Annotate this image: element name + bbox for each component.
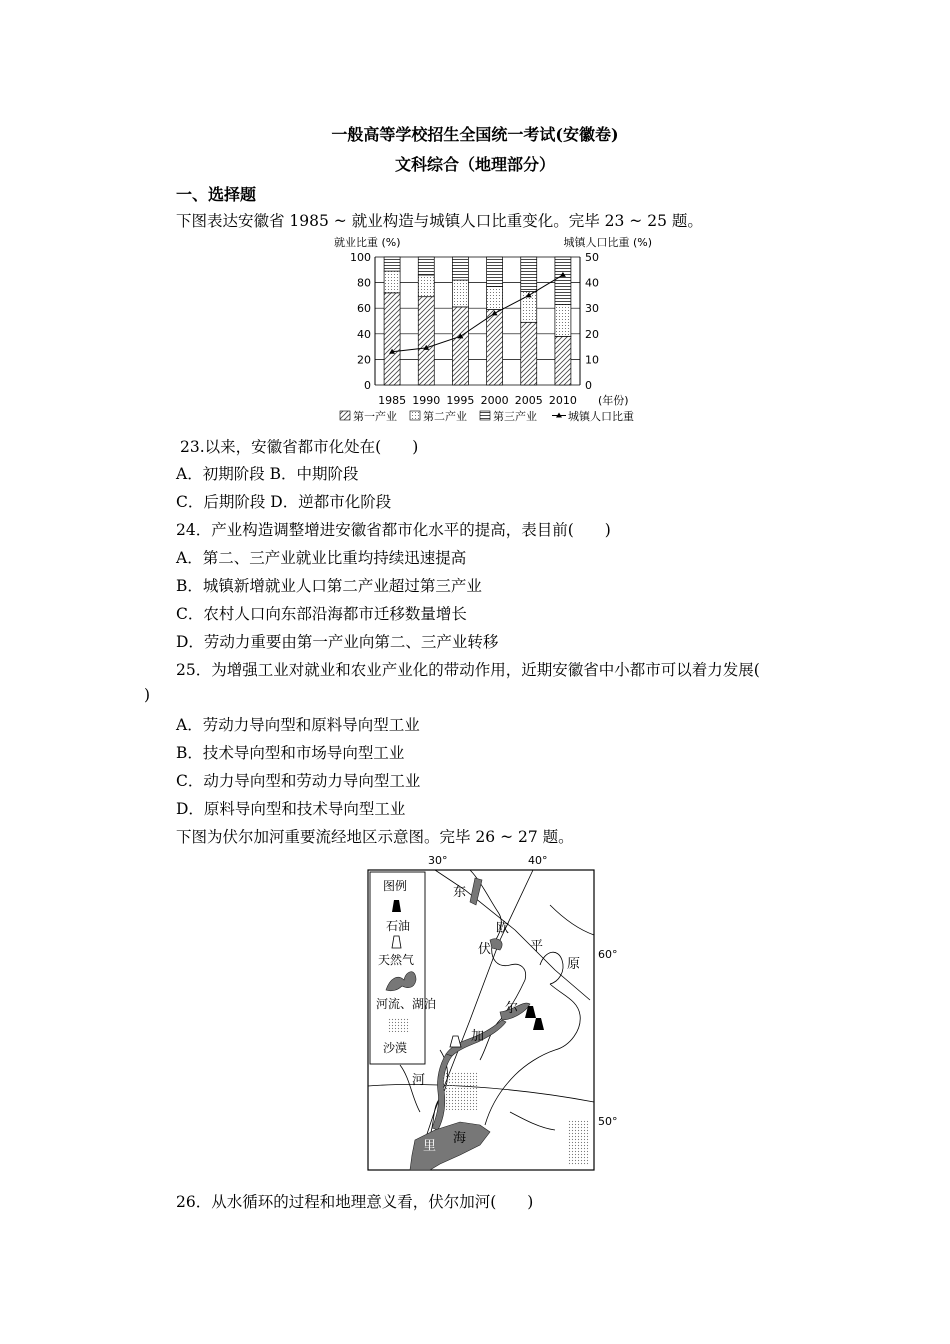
bar-segment — [452, 280, 468, 307]
ytick-left: 100 — [350, 251, 371, 264]
lat-50-label: 50° — [598, 1115, 618, 1128]
urban-line-path — [392, 275, 563, 352]
desert-area-2 — [568, 1120, 590, 1165]
place-label-fu: 伏 — [478, 942, 492, 957]
place-label-jia: 加 — [471, 1029, 485, 1044]
xtick-label: 2010 — [548, 394, 577, 407]
bar-segment — [555, 304, 571, 336]
ytick-left: 20 — [357, 353, 371, 367]
q24-stem: 24．产业构造调整增进安徽省都市化水平的提高，表目前( ) — [176, 521, 611, 539]
bar-segment — [384, 271, 400, 293]
intro-text-2: 下图为伏尔加河重要流经地区示意图。完毕 26 ~ 27 题。 — [176, 828, 574, 846]
legend-swatch — [410, 411, 420, 420]
q25-option-a: A．劳动力导向型和原料导向型工业 — [176, 716, 420, 734]
q24-option-b: B．城镇新增就业人口第二产业超过第三产业 — [176, 577, 482, 595]
bar-segment — [487, 257, 503, 286]
place-label-ping: 平 — [530, 939, 544, 954]
place-label-dong: 东 — [453, 885, 467, 900]
q25-stem-end: ) — [144, 686, 151, 704]
place-label-yuan: 原 — [567, 957, 581, 972]
ytick-right: 50 — [585, 251, 599, 264]
legend-label: 第一产业 — [353, 410, 397, 423]
employment-chart — [330, 234, 660, 424]
legend-label: 第二产业 — [423, 410, 467, 423]
ytick-right: 30 — [585, 302, 599, 316]
lon-30-label: 30° — [428, 854, 448, 867]
ytick-left: 0 — [364, 379, 371, 392]
legend-desert-label: 沙漠 — [383, 1041, 408, 1055]
lat-60-label: 60° — [598, 948, 618, 961]
ytick-right: 20 — [585, 327, 599, 341]
legend-swatch — [340, 411, 350, 420]
chart-grid — [375, 257, 580, 385]
bar-segment — [555, 257, 571, 304]
bar-segment — [418, 275, 434, 297]
legend-gas-icon — [392, 936, 401, 948]
legend-swatch — [480, 411, 490, 420]
ytick-right: 10 — [585, 353, 599, 367]
section-heading: 一、选择题 — [176, 185, 257, 204]
place-label-ou: 欧 — [496, 921, 510, 936]
xtick-label: 1995 — [446, 394, 475, 407]
ytick-left: 60 — [357, 302, 371, 316]
xtick-label: 2005 — [514, 394, 543, 407]
bar-segment — [521, 257, 537, 292]
q24-option-a: A．第二、三产业就业比重均持续迅速提高 — [176, 549, 467, 567]
legend-label: 城镇人口比重 — [568, 410, 634, 423]
chart-bars — [384, 257, 571, 385]
x-axis-unit: (年份) — [598, 394, 629, 407]
bar-segment — [452, 307, 468, 385]
ytick-right: 40 — [585, 276, 599, 290]
q25-option-c: C．动力导向型和劳动力导向型工业 — [176, 772, 421, 790]
chart-xticks — [378, 394, 577, 407]
xtick-label: 1985 — [378, 394, 407, 407]
place-label-er: 尔 — [505, 1001, 519, 1016]
left-axis-label: 就业比重 (%) — [334, 236, 401, 249]
xtick-label: 2000 — [480, 394, 509, 407]
intro-text-1: 下图表达安徽省 1985 ~ 就业构造与城镇人口比重变化。完毕 23 ~ 25 题。 — [176, 212, 703, 230]
desert-area-1 — [440, 1072, 478, 1110]
legend-label: 第三产业 — [493, 410, 537, 423]
xtick-label: 1990 — [412, 394, 441, 407]
bar-segment — [384, 257, 400, 271]
lon-40-label: 40° — [528, 854, 548, 867]
page-title: 一般高等学校招生全国统一考试(安徽卷) — [331, 125, 619, 144]
bar-segment — [487, 286, 503, 309]
legend-desert-icon — [388, 1018, 410, 1032]
bar-segment — [384, 293, 400, 385]
q26-stem: 26．从水循环的过程和地理意义看，伏尔加河( ) — [176, 1193, 534, 1211]
q25-stem: 25．为增强工业对就业和农业产业化的带动作用，近期安徽省中小都市可以着力发展( — [176, 661, 760, 679]
ytick-right: 0 — [585, 379, 592, 392]
bar-segment — [418, 257, 434, 275]
q24-option-d: D．劳动力重要由第一产业向第二、三产业转移 — [176, 633, 499, 651]
ytick-left: 40 — [357, 327, 371, 341]
place-label-hai: 海 — [453, 1131, 467, 1146]
bar-segment — [487, 309, 503, 385]
bar-segment — [452, 257, 468, 280]
legend-river-label: 河流、湖泊 — [376, 997, 437, 1011]
bar-segment — [418, 297, 434, 385]
q23-options-cd: C．后期阶段 D．逆都市化阶段 — [176, 493, 392, 511]
chart-legend — [340, 409, 634, 423]
right-axis-label: 城镇人口比重 (%) — [563, 236, 652, 249]
legend-gas-label: 天然气 — [378, 953, 415, 967]
place-label-li: 里 — [423, 1139, 437, 1154]
urban-line — [389, 272, 566, 354]
place-label-he: 河 — [412, 1073, 426, 1088]
legend-oil-label: 石油 — [386, 919, 411, 933]
legend-title: 图例 — [383, 879, 408, 893]
ytick-left: 80 — [357, 276, 371, 290]
q25-option-d: D．原料导向型和技术导向型工业 — [176, 800, 406, 818]
q25-option-b: B．技术导向型和市场导向型工业 — [176, 744, 405, 762]
q23-stem: 23.以来，安徽省都市化处在( ) — [180, 438, 419, 456]
bar-segment — [555, 336, 571, 385]
page-subtitle: 文科综合（地理部分） — [394, 155, 555, 174]
volga-map — [340, 850, 630, 1175]
bar-segment — [521, 322, 537, 385]
q23-options-ab: A．初期阶段 B．中期阶段 — [176, 465, 359, 483]
q24-option-c: C．农村人口向东部沿海都市迁移数量增长 — [176, 605, 467, 623]
